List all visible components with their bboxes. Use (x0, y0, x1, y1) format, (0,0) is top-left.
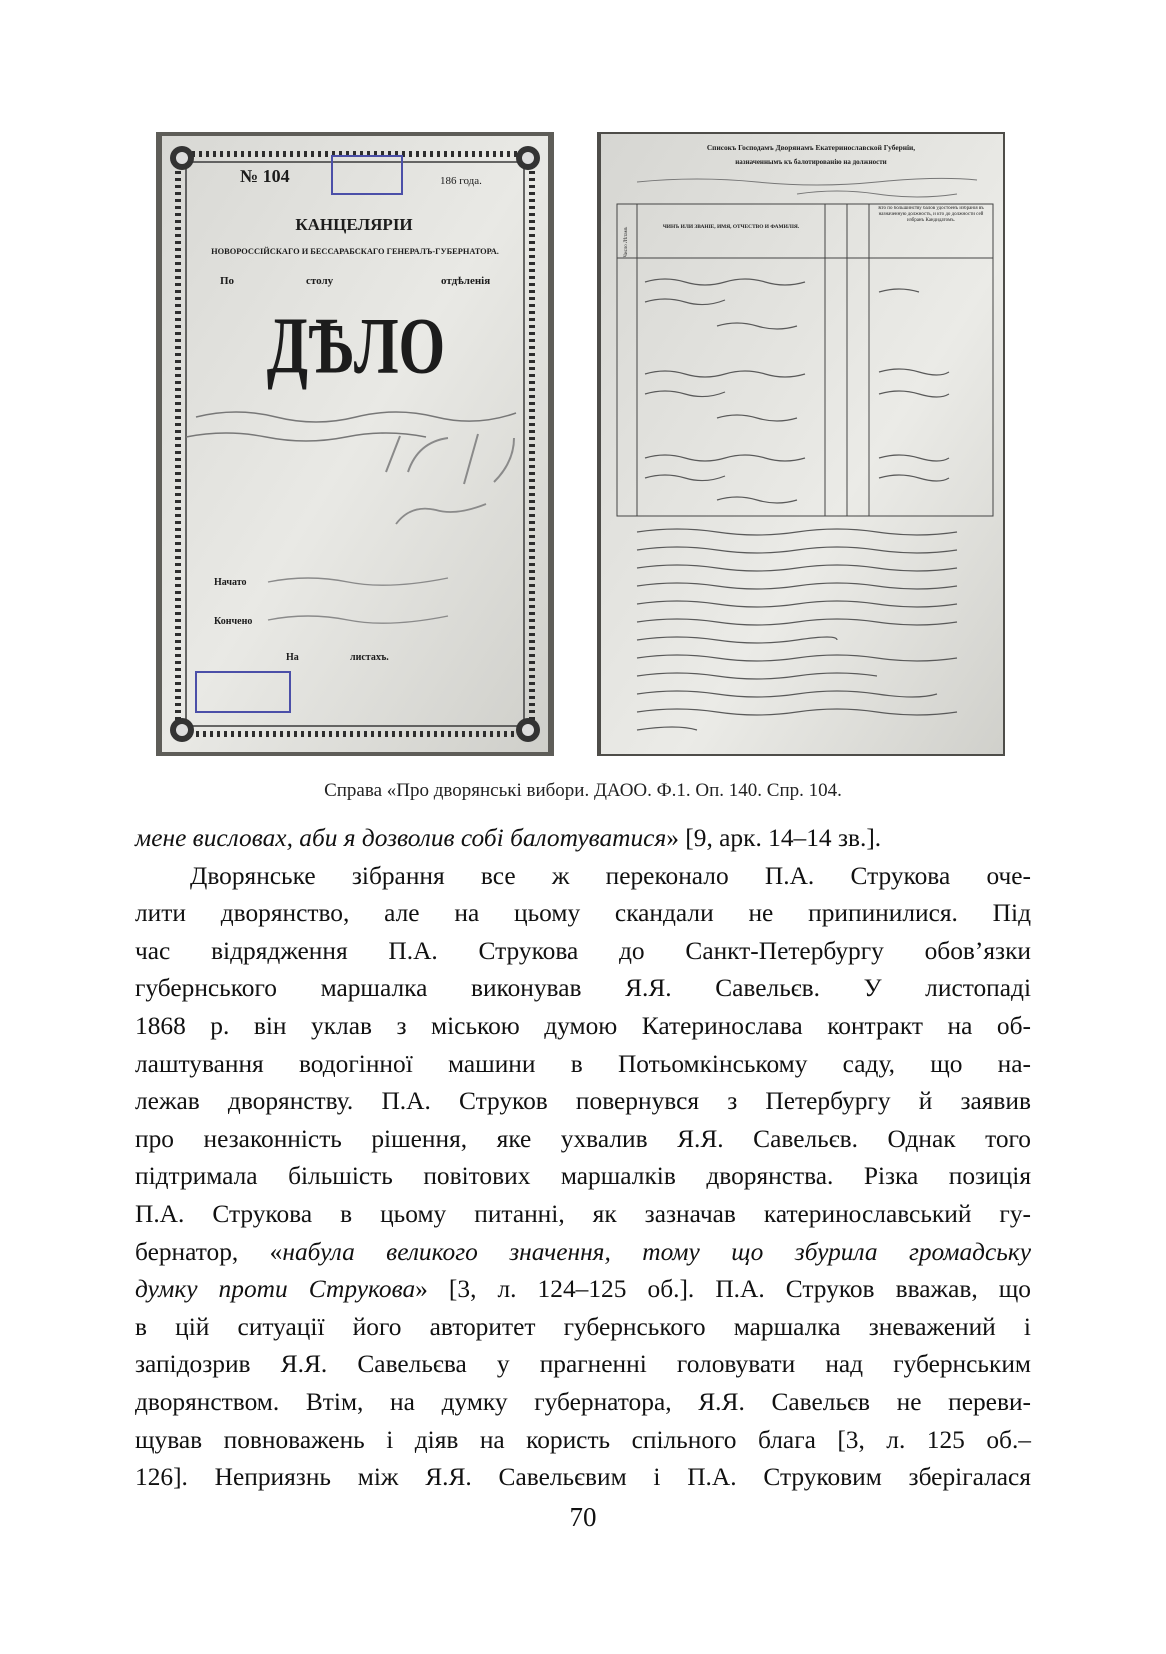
text-fragment: бернатор, « (135, 1237, 283, 1266)
figure-caption: Справа «Про дворянські вибори. ДАОО. Ф.1. Оп. 140. Спр. 104. (324, 780, 842, 801)
col-num-header: Число Лѣтамъ (624, 226, 629, 258)
file-title: ДѢЛО (266, 300, 446, 391)
finished-label: Кончено (214, 616, 253, 627)
nobles-list-photo (597, 132, 1005, 756)
text-line: лежав дворянству. П.А. Струков повернувся з Петербургу й заявив (135, 1087, 1031, 1116)
started-label: Начато (214, 577, 247, 588)
desk-line-left: По (220, 275, 235, 287)
text-line: в цій ситуації його авторитет губернського маршалка зневажений і (135, 1312, 1031, 1341)
desk-line-mid: столу (306, 275, 334, 287)
text-fragment: » [3, л. 124–125 об.]. П.А. Струков вважав, що (415, 1275, 1031, 1304)
text-line: губернського маршалка виконував Я.Я. Савельєв. У листопаді (135, 974, 1031, 1003)
text-line: лити дворянство, але на цьому скандали не припинилися. Під (135, 899, 1031, 928)
text-line: 126]. Неприязнь між Я.Я. Савельєвим і П.А. Струковим зберігалася (135, 1463, 1031, 1492)
year-label: 186 года. (440, 175, 482, 187)
desk-line-right: отдѣленія (441, 275, 491, 287)
text-line: про незаконність рішення, яке ухвалив Я.Я. Савельєв. Однак того (135, 1124, 1031, 1153)
text-line: щував повноважень і діяв на користь спільного блага [3, л. 125 об.– (135, 1425, 1031, 1454)
sheets-label: листахъ. (350, 652, 389, 663)
col-last-header: Кто по большинству балов удостоенъ избранія въ назначенную должность, и кто до должности сей избранъ Кандидатомъ. (878, 206, 984, 223)
text-line (135, 1234, 1031, 1272)
list-header-2: назначеннымъ къ балотированію на должности (735, 158, 887, 166)
text-line: дворянством. Втім, на думку губернатора, Я.Я. Савельєв не переви- (135, 1387, 1031, 1416)
text-line (135, 1271, 1031, 1309)
col-name-header: ЧИНЪ ИЛИ ЗВАНІЕ, ИМЯ, ОТЧЕСТВО И ФАМИЛІЯ. (662, 224, 800, 230)
file-number: № 104 (240, 166, 290, 186)
text-line: 1868 р. він уклав з міською думою Катеринослава контракт на об- (135, 1011, 1031, 1040)
archival-cover-photo (156, 132, 554, 756)
list-header-1: Списокъ Господамъ Дворянамъ Екатеринославской Губерніи, (706, 143, 916, 152)
citation: » [9, арк. 14–14 зв.]. (666, 824, 882, 852)
chancellery-subtitle: НОВОРОССІЙСКАГО И БЕССАРАБСКАГО ГЕНЕРАЛЪ-ГУБЕРНАТОРА. (211, 247, 499, 256)
text-line: П.А. Струкова в цьому питанні, як зазначав катеринославський гу- (135, 1199, 1031, 1228)
paragraph-1 (135, 820, 1031, 858)
paragraph-2 (135, 858, 1031, 1497)
page-number: 70 (569, 1502, 597, 1532)
quote-italic: мене висловах, аби я дозволив собі балотуватися (135, 824, 667, 852)
quote-italic: думку проти Струкова (135, 1275, 416, 1304)
chancellery-title: КАНЦЕЛЯРІИ (295, 215, 413, 234)
text-line: запідозрив Я.Я. Савельєва у прагненні головувати над губернським (135, 1350, 1031, 1379)
text-line: лаштування водогінної машини в Потьомкінському саду, що на- (135, 1049, 1031, 1078)
body-text (135, 820, 1031, 1497)
text-line: підтримала більшість повітових маршалків дворянства. Різка позиція (135, 1162, 1031, 1191)
sheets-prefix: На (286, 652, 299, 663)
text-line: Дворянське зібрання все ж переконало П.А. Струкова оче- (190, 861, 1031, 890)
text-line: час відрядження П.А. Струкова до Санкт-Петербургу обов’язки (135, 936, 1031, 965)
quote-italic: набула великого значення, тому що збурила громадську (282, 1237, 1031, 1266)
